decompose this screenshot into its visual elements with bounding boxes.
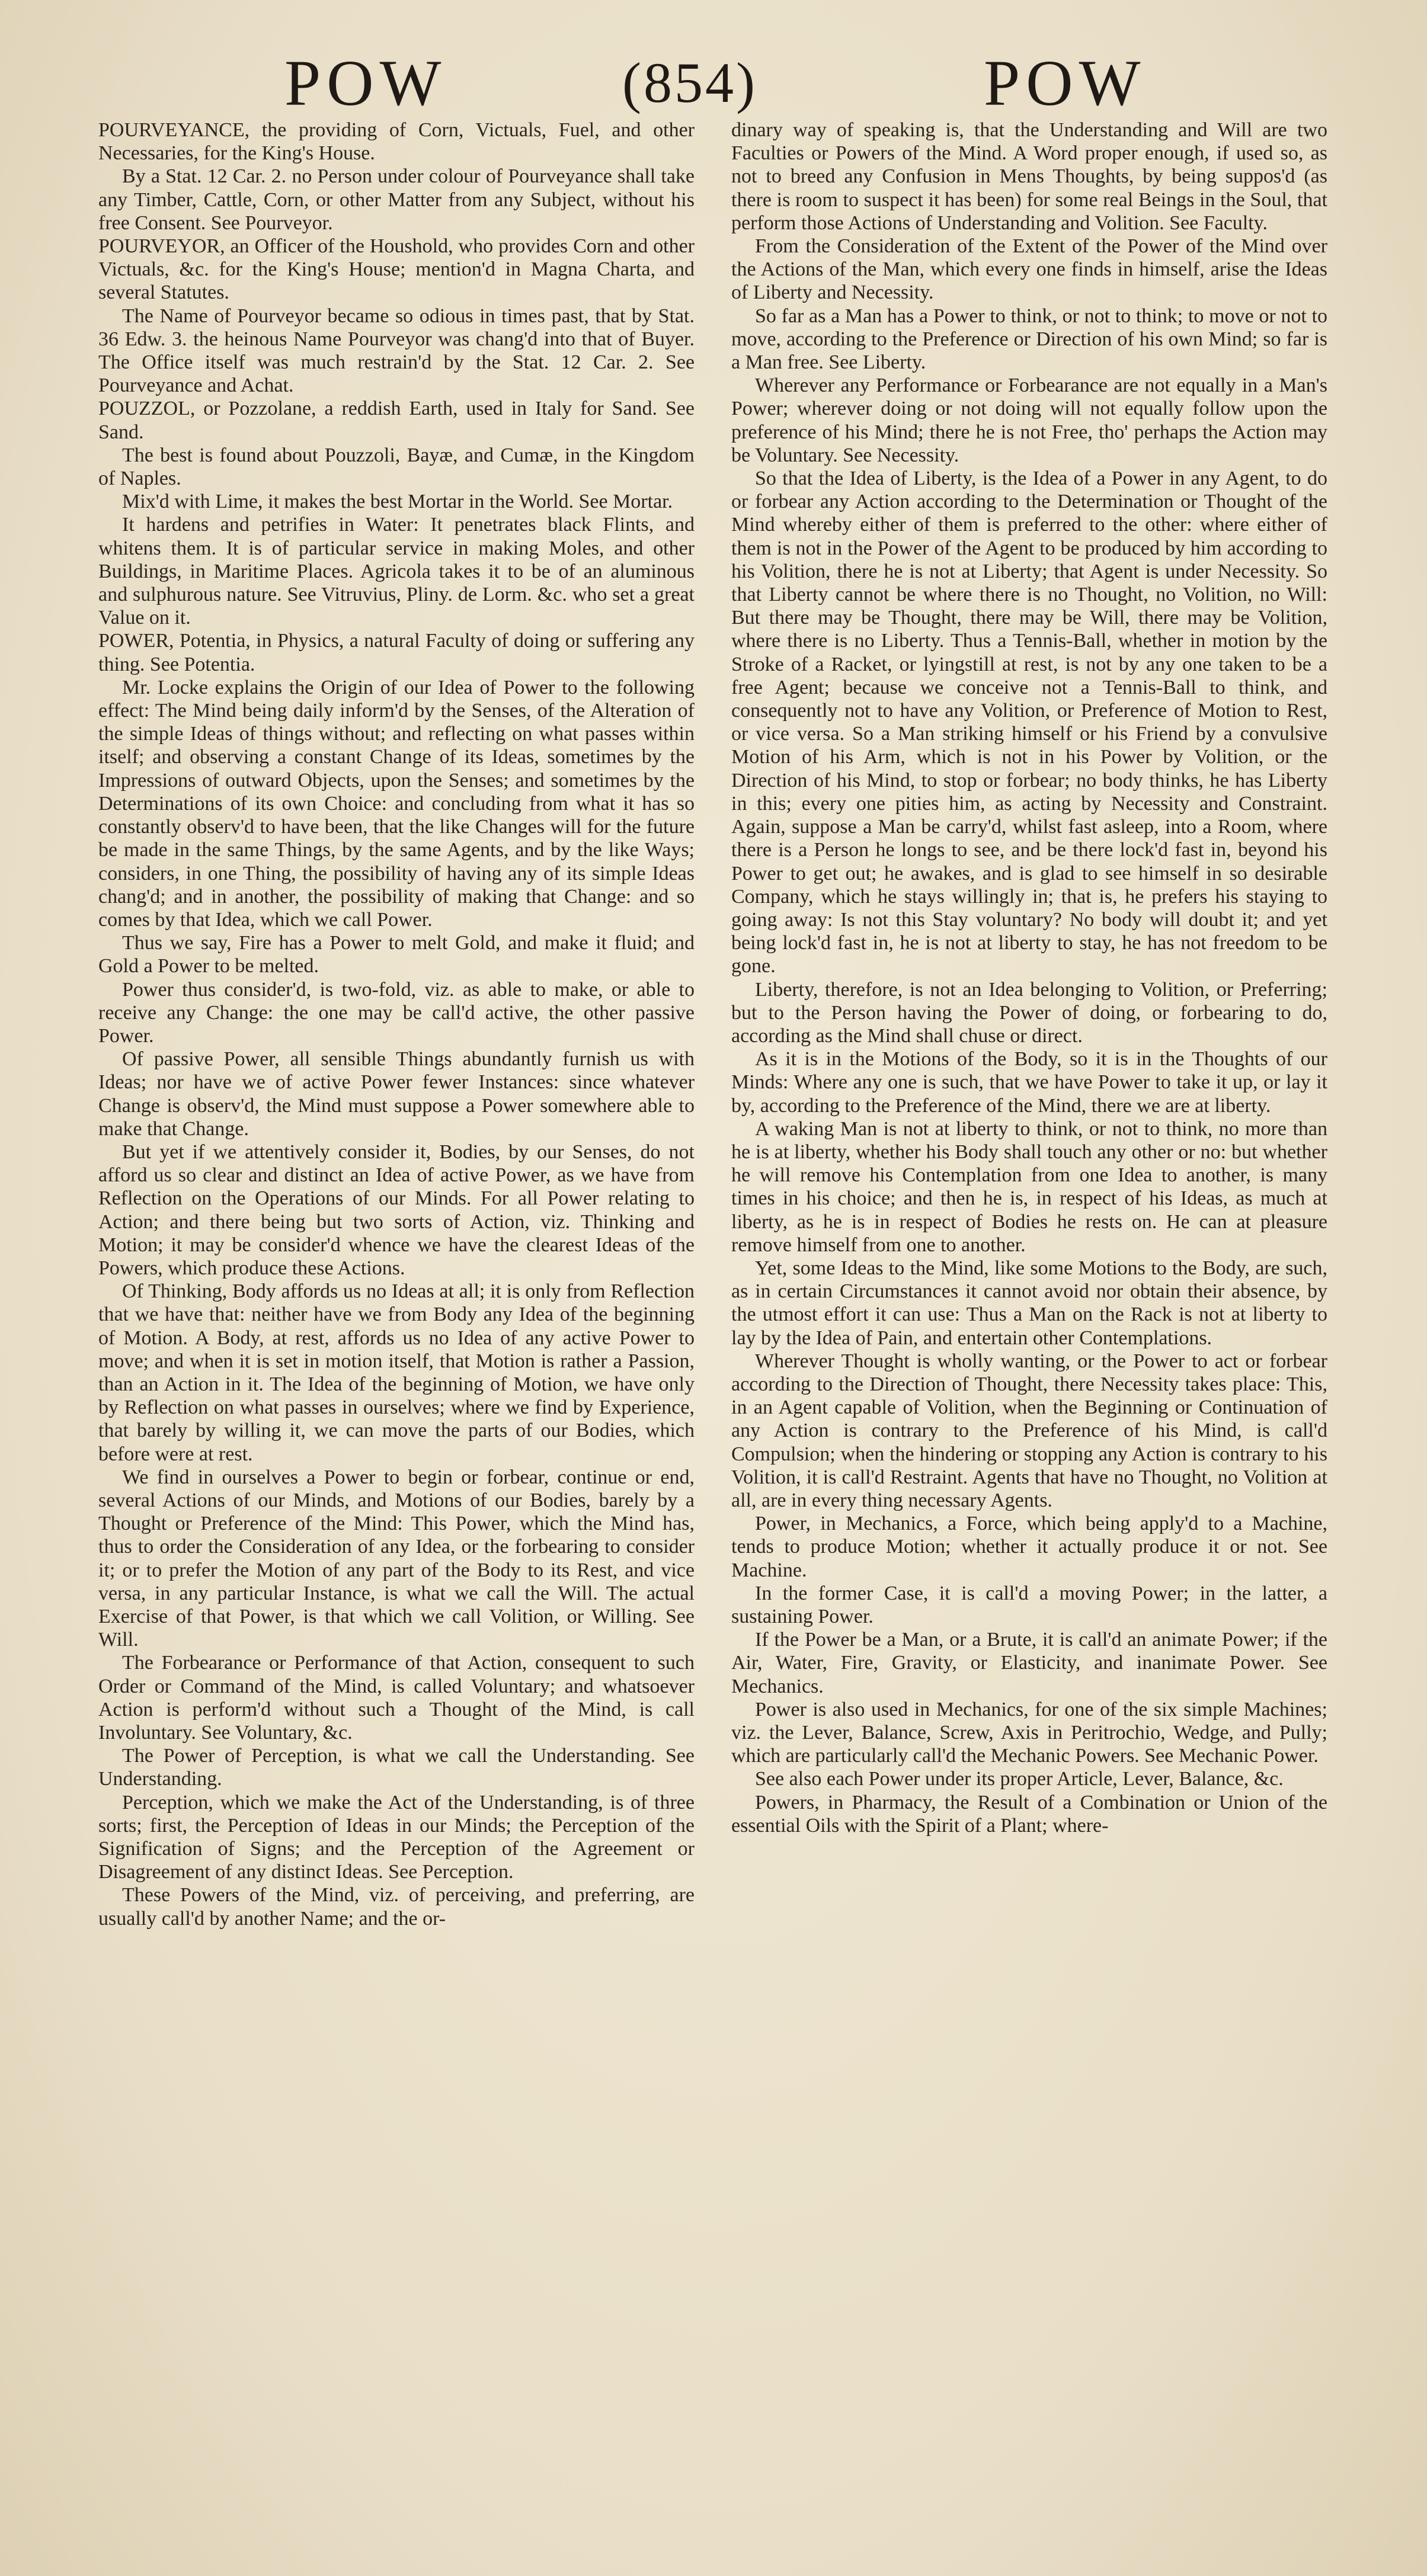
left-column	[98, 118, 695, 1930]
paragraph: Mr. Locke explains the Origin of our Idea of Power to the following effect: The Mind being daily inform'd by the Senses, of the Alteration of the simple Ideas of things without; and reflecting on what passes within itself; and observing a constant Change of its Ideas, sometimes by the Impressions of outward Objects, upon the Senses; and sometimes by the Determinations of its own Choice: and concluding from what it has so constantly observ'd to have been, that the like Changes will for the future be made in the same Things, by the same Agents, and by the like Ways; considers, in one Thing, the possibility of having any of its simple Ideas chang'd; and in another, the possibility of making that Change: and so comes by that Idea, which we call Power.	[98, 676, 695, 931]
paragraph: Power is also used in Mechanics, for one of the six simple Machines; viz. the Lever, Balance, Screw, Axis in Peritrochio, Wedge, and Pully; which are particularly call'd the Mechanic Powers. See Mechanic Power.	[731, 1698, 1327, 1767]
running-header	[0, 47, 1427, 118]
paragraph: Mix'd with Lime, it makes the best Mortar in the World. See Mortar.	[122, 491, 673, 513]
entry-pourveyance: POURVEYANCE, the providing of Corn, Victuals, Fuel, and other Necessaries, for the King's House.	[98, 119, 695, 165]
paragraph: So far as a Man has a Power to think, or not to think; to move or not to move, according to the Preference or Direction of his own Mind; so far is a Man free. See Liberty.	[731, 305, 1327, 374]
paragraph-continued: dinary way of speaking is, that the Understanding and Will are two Faculties or Powers of the Mind. A Word proper enough, if used so, as not to breed any Confusion in Mens Thoughts, by being suppos'd (as there is room to suspect it has been) for some real Beings in the Soul, that perform those Actions of Understanding and Volition. See Faculty.	[731, 119, 1327, 234]
header-left-word: POW	[284, 47, 447, 119]
paragraph: Wherever Thought is wholly wanting, or the Power to act or forbear according to the Direction of Thought, there Necessity takes place: This, in an Agent capable of Volition, when the Beginning or Continuation of any Action is contrary to the Preference of his Mind, is call'd Compulsion; when the hindering or stopping any Action is contrary to his Volition, it is call'd Restraint. Agents that have no Thought, no Volition at all, are in every thing necessary Agents.	[731, 1350, 1327, 1511]
header-right-word: POW	[984, 47, 1147, 119]
entry-power: POWER, Potentia, in Physics, a natural Faculty of doing or suffering any thing. See Potentia.	[98, 630, 695, 675]
paragraph: By a Stat. 12 Car. 2. no Person under colour of Pourveyance shall take any Timber, Cattle, Corn, or other Matter from any Subject, without his free Consent. See Pourveyor.	[98, 165, 695, 234]
paragraph: But yet if we attentively consider it, Bodies, by our Senses, do not afford us so clear and distinct an Idea of active Power, as we have from Reflection on the Operations of our Minds. For all Power relating to Action; and there being but two sorts of Action, viz. Thinking and Motion; it may be consider'd whence we have the clearest Ideas of the Powers, which produce these Actions.	[98, 1140, 695, 1279]
entry-powers-pharmacy: Powers, in Pharmacy, the Result of a Combination or Union of the essential Oils with the Spirit of a Plant; where-	[731, 1791, 1327, 1837]
paragraph: It hardens and petrifies in Water: It penetrates black Flints, and whitens them. It is of particular service in making Moles, and other Buildings, in Maritime Places. Agricola takes it to be of an aluminous and sulphurous nature. See Vitruvius, Pliny. de Lorm. &c. who set a great Value on it.	[98, 514, 695, 629]
paragraph: The Power of Perception, is what we call the Understanding. See Understanding.	[98, 1745, 695, 1790]
paragraph: Perception, which we make the Act of the Understanding, is of three sorts; first, the Perception of Ideas in our Minds; the Perception of the Signification of Signs; and the Perception of the Agreement or Disagreement of any distinct Ideas. See Perception.	[98, 1791, 695, 1883]
paragraph: In the former Case, it is call'd a moving Power; in the latter, a sustaining Power.	[731, 1582, 1327, 1627]
paragraph: We find in ourselves a Power to begin or forbear, continue or end, several Actions of our Minds, and Motions of our Bodies, barely by a Thought or Preference of the Mind: This Power, which the Mind has, thus to order the Consideration of any Idea, or the forbearing to consider it; or to prefer the Motion of any part of the Body to its Rest, and vice versa, in any particular Instance, is what we call the Will. The actual Exercise of that Power, is that which we call Volition, or Willing. See Will.	[98, 1466, 695, 1651]
paragraph: The Forbearance or Performance of that Action, consequent to such Order or Command of the Mind, is called Voluntary; and whatsoever Action is perform'd without such a Thought of the Mind, is call Involuntary. See Voluntary, &c.	[98, 1652, 695, 1744]
paragraph: So that the Idea of Liberty, is the Idea of a Power in any Agent, to do or forbear any Action according to the Determination or Thought of the Mind whereby either of them is preferred to the other: where either of them is not in the Power of the Agent to be produced by him according to his Volition, there he is not at Liberty; that Agent is under Necessity. So that Liberty cannot be where there is no Thought, no Volition, no Will: But there may be Thought, there may be Will, there may be Volition, where there is no Liberty. Thus a Tennis-Ball, whether in motion by the Stroke of a Racket, or lyingstill at rest, is not by any one taken to be a free Agent; because we conceive not a Tennis-Ball to think, and consequently not to have any Volition, or Preference of Motion to Rest, or vice versa. So a Man striking himself or his Friend by a convulsive Motion of his Arm, which is not in his Power by Volition, or the Direction of his Mind, to stop or forbear; no body thinks, he has Liberty in this; every one pities him, as acting by Necessity and Constraint. Again, suppose a Man be carry'd, whilst fast asleep, into a Room, where there is a Person he longs to see, and be there lock'd fast in, beyond his Power to get out; he awakes, and is glad to see himself in so desirable Company, which he stays willingly in; that is, he prefers his staying to going away: Is not this Stay voluntary? No body will doubt it; and yet being lock'd fast in, he is not at liberty to stay, he has not freedom to be gone.	[731, 467, 1327, 978]
entry-power-mechanics: Power, in Mechanics, a Force, which being apply'd to a Machine, tends to produce Motion; whether it actually produce it or not. See Machine.	[731, 1513, 1327, 1581]
entry-pourveyor: POURVEYOR, an Officer of the Houshold, who provides Corn and other Victuals, &c. for the King's House; mention'd in Magna Charta, and several Statutes.	[98, 235, 695, 304]
paragraph: The Name of Pourveyor became so odious in times past, that by Stat. 36 Edw. 3. the heinous Name Pourveyor was chang'd into that of Buyer. The Office itself was much restrain'd by the Stat. 12 Car. 2. See Pourveyance and Achat.	[98, 305, 695, 397]
paragraph: Of passive Power, all sensible Things abundantly furnish us with Ideas; nor have we of active Power fewer Instances: since whatever Change is observ'd, the Mind must suppose a Power somewhere able to make that Change.	[98, 1048, 695, 1140]
paragraph: Yet, some Ideas to the Mind, like some Motions to the Body, are such, as in certain Circumstances it cannot avoid nor obtain their absence, by the utmost effort it can use: Thus a Man on the Rack is not at liberty to lay by the Idea of Pain, and entertain other Contemplations.	[731, 1257, 1327, 1349]
paragraph: Wherever any Performance or Forbearance are not equally in a Man's Power; wherever doing or not doing will not equally follow upon the preference of his Mind; there he is not Free, tho' perhaps the Action may be Voluntary. See Necessity.	[731, 374, 1327, 466]
paragraph: If the Power be a Man, or a Brute, it is call'd an animate Power; if the Air, Water, Fire, Gravity, or Elasticity, and inanimate Power. See Mechanics.	[731, 1629, 1327, 1697]
paragraph: Thus we say, Fire has a Power to melt Gold, and make it fluid; and Gold a Power to be melted.	[98, 932, 695, 978]
right-column	[731, 118, 1327, 1837]
paragraph: From the Consideration of the Extent of the Power of the Mind over the Actions of the Man, which every one finds in himself, arise the Ideas of Liberty and Necessity.	[731, 235, 1327, 304]
paragraph: A waking Man is not at liberty to think, or not to think, no more than he is at liberty, whether his Body shall touch any other or no: but whether he will remove his Contemplation from one Idea to another, is many times in his choice; and then he is, in respect of his Ideas, as much at liberty, as he is in respect of Bodies he rests on. He can at pleasure remove himself from one to another.	[731, 1117, 1327, 1256]
entry-pouzzol: POUZZOL, or Pozzolane, a reddish Earth, used in Italy for Sand. See Sand.	[98, 398, 695, 443]
paragraph: See also each Power under its proper Article, Lever, Balance, &c.	[755, 1768, 1284, 1790]
paragraph: These Powers of the Mind, viz. of perceiving, and preferring, are usually call'd by another Name; and the or-	[98, 1884, 695, 1930]
paragraph: Of Thinking, Body affords us no Ideas at all; it is only from Reflection that we have that: neither have we from Body any Idea of the beginning of Motion. A Body, at rest, affords us no Idea of any active Power to move; and when it is set in motion itself, that Motion is rather a Passion, than an Action in it. The Idea of the beginning of Motion, we have only by Reflection on what passes in ourselves; where we find by Experience, that barely by willing it, we can move the parts of our Bodies, which before were at rest.	[98, 1280, 695, 1465]
paragraph: Power thus consider'd, is two-fold, viz. as able to make, or able to receive any Change: the one may be call'd active, the other passive Power.	[98, 978, 695, 1047]
paragraph: Liberty, therefore, is not an Idea belonging to Volition, or Preferring; but to the Person having the Power of doing, or forbearing to do, according as the Mind shall chuse or direct.	[731, 978, 1327, 1047]
page-number: (854)	[622, 51, 757, 114]
paragraph: The best is found about Pouzzoli, Bayæ, and Cumæ, in the Kingdom of Naples.	[98, 444, 695, 490]
paragraph: As it is in the Motions of the Body, so it is in the Thoughts of our Minds: Where any one is such, that we have Power to take it up, or lay it by, according to the Preference of the Mind, there we are at liberty.	[731, 1048, 1327, 1117]
